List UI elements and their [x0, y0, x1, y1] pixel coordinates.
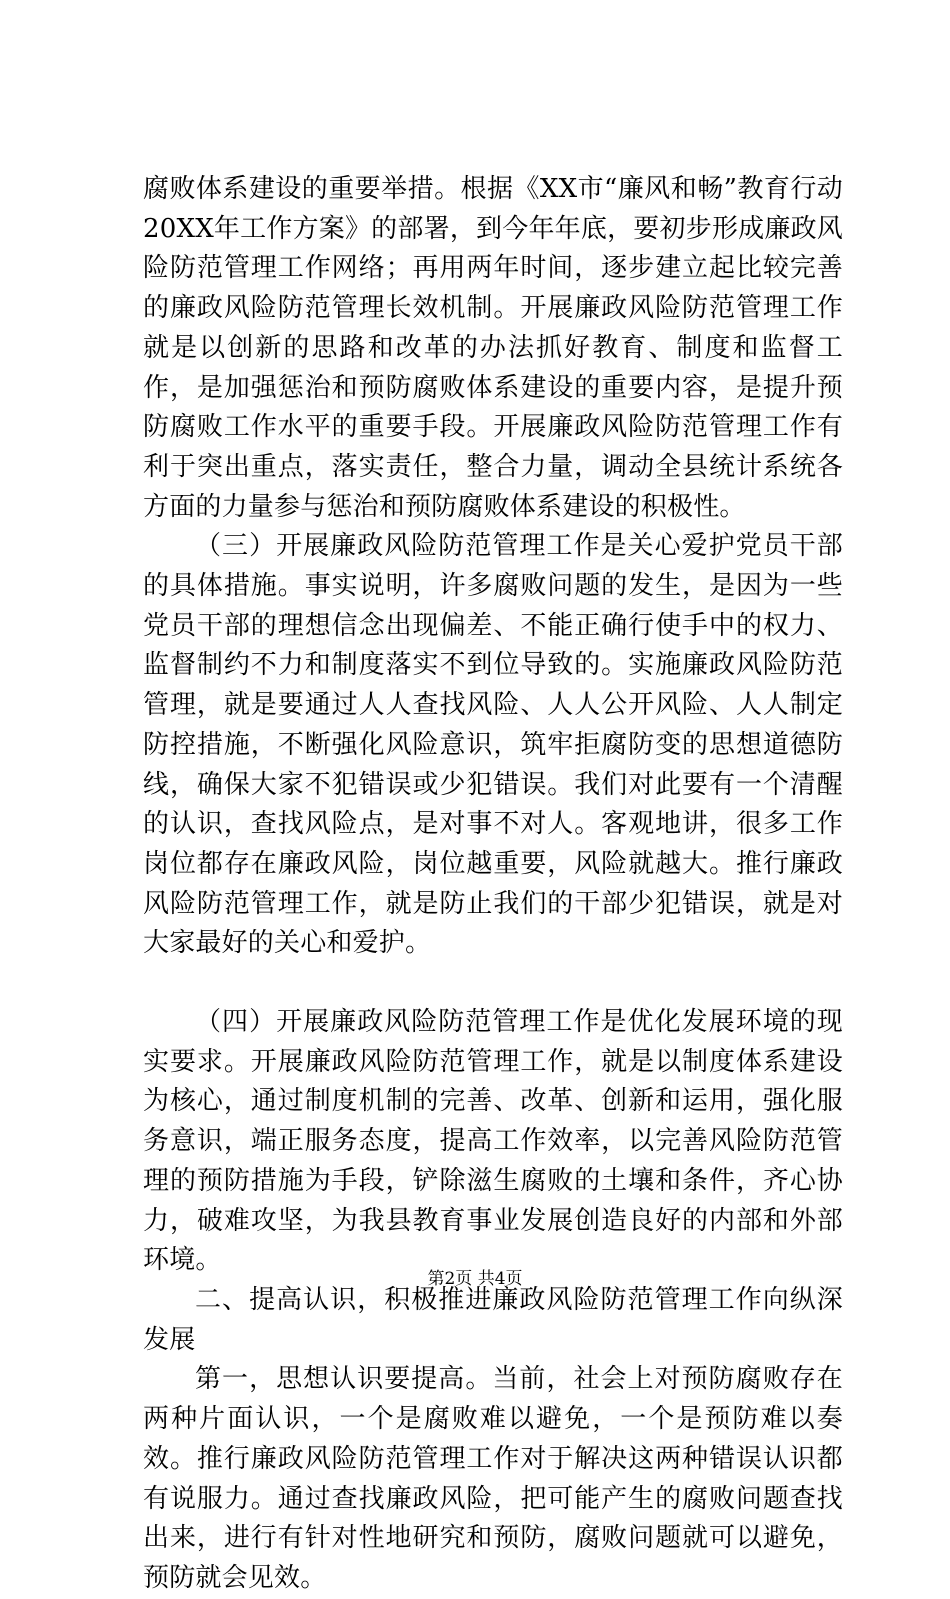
- paragraph-section-3: （三）开展廉政风险防范管理工作是关心爱护党员干部的具体措施。事实说明，许多腐败问题的发生，是因为一些党员干部的理想信念出现偏差、不能正确行使手中的权力、监督制约不力和制度落实不到位导致的。实施廉政风险防范管理，就是要通过人人查找风险、人人公开风险、人人制定防控措施，不断强化风险意识，筑牢拒腐防变的思想道德防线，确保大家不犯错误或少犯错误。我们对此要有一个清醒的认识，查找风险点，是对事不对人。客观地讲，很多工作岗位都存在廉政风险，岗位越重要，风险就越大。推行廉政风险防范管理工作，就是防止我们的干部少犯错误，就是对大家最好的关心和爱护。: [143, 531, 843, 959]
- section-heading-2: 二、提高认识，积极推进廉政风险防范管理工作向纵深发展: [143, 1284, 843, 1355]
- page-footer: 第2页 共4页: [427, 1269, 523, 1289]
- paragraph-first-point: 第一，思想认识要提高。当前，社会上对预防腐败存在两种片面认识，一个是腐败难以避免，一个是预防难以奏效。推行廉政风险防范管理工作对于解决这两种错误认识都有说服力。通过查找廉政风险，把可能产生的腐败问题查找出来，进行有针对性地研究和预防，腐败问题就可以避免，预防就会见效。: [143, 1364, 843, 1593]
- document-body: [143, 170, 843, 1599]
- paragraph-section-4: （四）开展廉政风险防范管理工作是优化发展环境的现实要求。开展廉政风险防范管理工作，就是以制度体系建设为核心，通过制度机制的完善、改革、创新和运用，强化服务意识，端正服务态度，提高工作效率，以完善风险防范管理的预防措施为手段，铲除滋生腐败的土壤和条件，齐心协力，破难攻坚，为我县教育事业发展创造良好的内部和外部环境。: [143, 1007, 843, 1276]
- paragraph-continuation: 腐败体系建设的重要举措。根据《XX市“廉风和畅”教育行动20XX年工作方案》的部署，到今年年底，要初步形成廉政风险防范管理工作网络；再用两年时间，逐步建立起比较完善的廉政风险防范管理长效机制。开展廉政风险防范管理工作就是以创新的思路和改革的办法抓好教育、制度和监督工作，是加强惩治和预防腐败体系建设的重要内容，是提升预防腐败工作水平的重要手段。开展廉政风险防范管理工作有利于突出重点，落实责任，整合力量，调动全县统计系统各方面的力量参与惩治和预防腐败体系建设的积极性。: [143, 174, 843, 522]
